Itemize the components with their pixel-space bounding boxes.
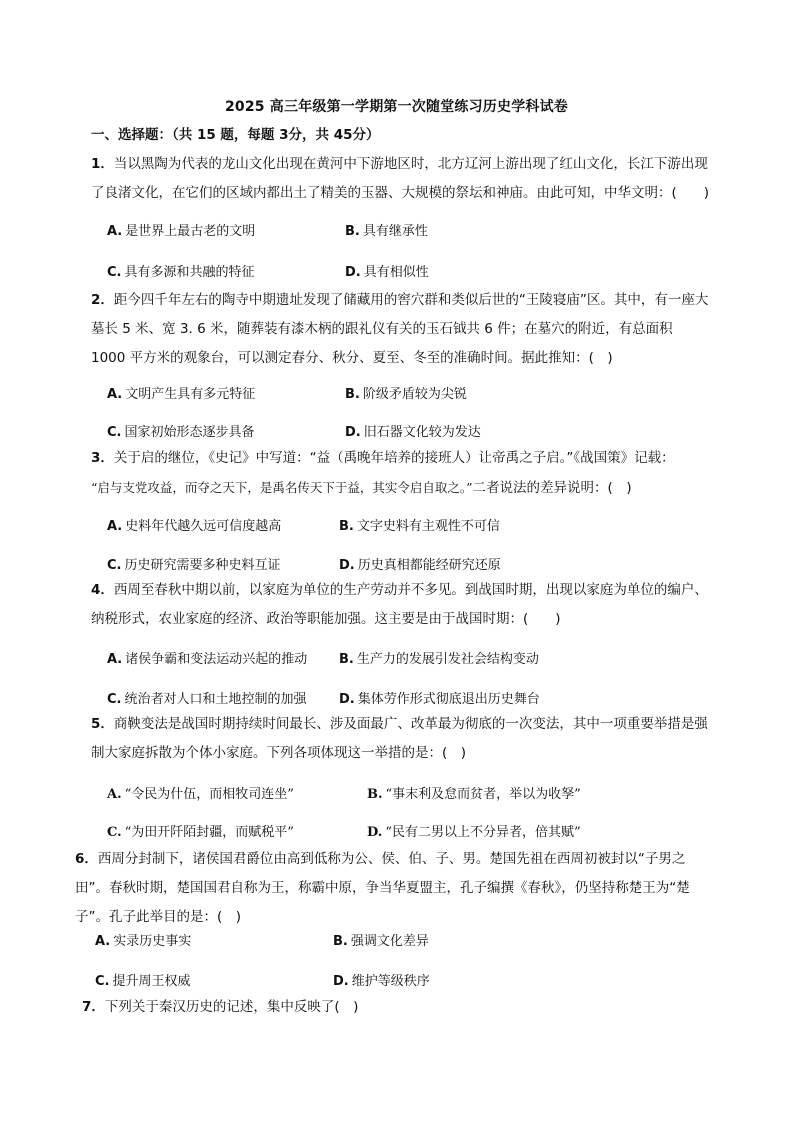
option-label: A. <box>107 787 122 802</box>
question-stem: 下列关于秦汉历史的记述，集中反映了( ) <box>104 999 359 1015</box>
option-d[interactable] <box>345 421 481 440</box>
option-text: 生产力的发展引发社会结构变动 <box>356 652 539 667</box>
option-text: 阶级矛盾较为尖锐 <box>362 387 467 402</box>
option-text: 维护等级秩序 <box>351 974 430 989</box>
question-number: 3． <box>91 450 114 466</box>
option-text: 实录历史事实 <box>113 934 192 949</box>
question-stem: 当以黑陶为代表的龙山文化出现在黄河中下游地区时，北方辽河上游出现了红山文化，长江下游出现了良渚文化，在它们的区域内都出土了精美的玉器、大规模的祭坛和神庙。由此可知，中华文明：( ) <box>91 156 710 201</box>
option-text: 提升周王权威 <box>112 974 191 989</box>
option-label: A. <box>107 519 123 534</box>
option-c[interactable] <box>95 970 191 989</box>
option-label: D. <box>339 692 355 707</box>
option-d[interactable] <box>339 688 540 707</box>
question-stem: 西周分封制下，诸侯国君爵位由高到低称为公、侯、伯、子、男。楚国先祖在西周初被封以“子男之田”。春秋时期，楚国国君自称为王，称霸中原，争当华夏盟主，孔子编撰《春秋》，仍坚持称楚王为“楚子”。孔子此举目的是：( ) <box>75 851 690 925</box>
option-label: A. <box>95 934 111 949</box>
option-text: 历史真相都能经研究还原 <box>357 558 501 573</box>
option-text: “民有二男以上不分异者，倍其赋” <box>385 825 581 840</box>
option-a[interactable] <box>107 515 281 534</box>
question-number: 4． <box>91 582 114 598</box>
option-label: B. <box>345 387 360 402</box>
option-a[interactable] <box>107 383 255 402</box>
question-number: 7． <box>82 999 105 1015</box>
option-text: 强调文化差异 <box>350 934 429 949</box>
option-text: 历史研究需要多种史料互证 <box>124 558 281 573</box>
question-stem-end: 二者说法的差异说明：( ) <box>472 480 632 496</box>
option-c[interactable] <box>107 261 255 280</box>
option-c[interactable] <box>107 554 281 573</box>
option-text: 旧石器文化较为发达 <box>363 425 481 440</box>
option-d[interactable] <box>333 970 430 989</box>
option-label: C. <box>107 825 122 840</box>
question-6 <box>75 845 715 932</box>
option-b[interactable] <box>333 930 429 949</box>
option-label: D. <box>339 558 355 573</box>
option-text: 史料年代越久远可信度越高 <box>125 519 282 534</box>
question-number: 5． <box>91 716 114 732</box>
option-label: A. <box>107 652 123 667</box>
option-text: 统治者对人口和土地控制的加强 <box>124 692 307 707</box>
option-b[interactable] <box>345 220 428 239</box>
option-text: 具有相似性 <box>363 265 429 280</box>
option-a[interactable] <box>107 648 307 667</box>
question-1 <box>91 150 711 208</box>
option-a[interactable] <box>95 930 191 949</box>
option-label: C. <box>95 974 110 989</box>
option-text: “事末利及怠而贫者，举以为收孥” <box>385 787 581 802</box>
question-number: 2． <box>91 292 114 308</box>
option-label: D. <box>345 425 361 440</box>
question-stem: 西周至春秋中期以前，以家庭为单位的生产劳动并不多见。到战国时期，出现以家庭为单位的编户、纳税形式，农业家庭的经济、政治等职能加强。这主要是由于战国时期：( ) <box>91 582 708 627</box>
option-b[interactable] <box>345 383 467 402</box>
exam-title: 2025 高三年级第一学期第一次随堂练习历史学科试卷 <box>224 99 569 115</box>
option-text: 具有多源和共融的特征 <box>124 265 255 280</box>
question-4 <box>91 576 711 634</box>
option-d[interactable] <box>345 261 429 280</box>
question-3 <box>91 444 711 503</box>
option-b[interactable] <box>339 648 539 667</box>
option-label: B. <box>333 934 348 949</box>
section-heading: 一、选择题：（共 15 题，每题 3分，共 45分） <box>91 127 380 143</box>
option-b[interactable] <box>367 783 581 802</box>
question-number: 6． <box>75 851 98 867</box>
option-text: 是世界上最古老的文明 <box>125 224 256 239</box>
option-text: “为田开阡陌封疆，而赋税平” <box>124 825 294 840</box>
quotation: “启与支党攻益，而夺之天下，是禹名传天下于益，其实令启自取之。” <box>91 480 473 495</box>
option-text: 文明产生具有多元特征 <box>125 387 256 402</box>
option-c[interactable] <box>107 821 294 840</box>
option-text: 诸侯争霸和变法运动兴起的推动 <box>125 652 308 667</box>
option-text: 集体劳作形式彻底退出历史舞台 <box>357 692 540 707</box>
question-stem: 距今四千年左右的陶寺中期遗址发现了储藏用的窖穴群和类似后世的“王陵寝庙”区。其中，有一座大墓长 5 米、宽 3. 6 米，随葬装有漆木柄的跟礼仪有关的玉石钺共 6 件；在墓穴的附近，有总面积 1000 平方米的观象台，可以测定春分、秋分、夏至、冬至的准确时间。据此推知：( ) <box>91 292 709 366</box>
option-c[interactable] <box>107 688 307 707</box>
option-label: C. <box>107 692 122 707</box>
option-d[interactable] <box>367 821 581 840</box>
option-label: C. <box>107 425 122 440</box>
question-stem: 关于启的继位，《史记》中写道：“益（禹晚年培养的接班人）让帝禹之子启。”《战国策》记载： <box>113 450 675 466</box>
option-label: C. <box>107 265 122 280</box>
question-2 <box>91 286 711 373</box>
option-label: A. <box>107 387 123 402</box>
option-label: C. <box>107 558 122 573</box>
option-label: B. <box>367 787 383 802</box>
option-text: 文字史料有主观性不可信 <box>356 519 500 534</box>
option-text: 具有继承性 <box>362 224 428 239</box>
option-label: D. <box>333 974 349 989</box>
question-5 <box>91 710 711 768</box>
question-7 <box>82 993 702 1022</box>
option-text: 国家初始形态逐步具备 <box>124 425 255 440</box>
option-label: B. <box>345 224 360 239</box>
option-a[interactable] <box>107 783 294 802</box>
option-c[interactable] <box>107 421 255 440</box>
option-b[interactable] <box>339 515 500 534</box>
question-number: 1． <box>91 156 114 172</box>
option-a[interactable] <box>107 220 255 239</box>
option-label: D. <box>367 825 383 840</box>
option-label: B. <box>339 519 354 534</box>
option-d[interactable] <box>339 554 501 573</box>
option-label: A. <box>107 224 123 239</box>
question-stem: 商鞅变法是战国时期持续时间最长、涉及面最广、改革最为彻底的一次变法，其中一项重要举措是强制大家庭拆散为个体小家庭。下列各项体现这一举措的是：( ) <box>91 716 708 761</box>
option-text: “令民为什伍，而相牧司连坐” <box>124 787 294 802</box>
option-label: D. <box>345 265 361 280</box>
option-label: B. <box>339 652 354 667</box>
